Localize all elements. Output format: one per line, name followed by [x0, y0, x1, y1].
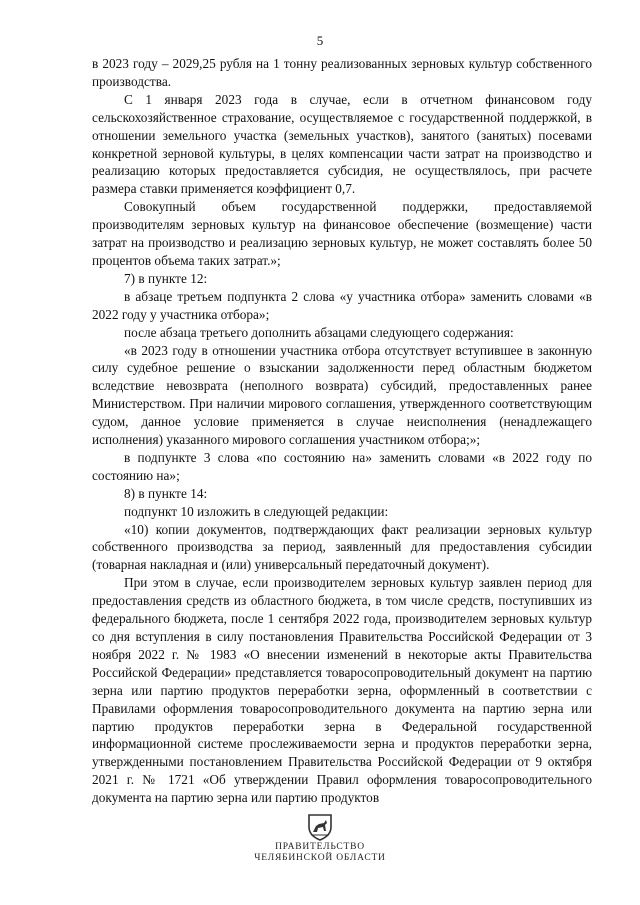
- paragraph: С 1 января 2023 года в случае, если в отчетном финансовом году сельскохозяйственное страхование, осуществляемое с государственной поддержкой, в отношении земельного участка (земельных участков), занятого (занятых) посевами конкретной зерновой культуры, в целях компенсации части затрат на производство и реализацию которых предоставляется субсидия, не осуществлялось, при расчете размера ставки применяется коэффициент 0,7.: [92, 91, 592, 197]
- footer-subtitle: ЧЕЛЯБИНСКОЙ ОБЛАСТИ: [254, 853, 386, 863]
- paragraph: Совокупный объем государственной поддержки, предоставляемой производителям зерновых культур на финансовое обеспечение (возмещение) части затрат на производство и реализацию зерновых культур, не может составлять более 50 процентов объема таких затрат.»;: [92, 199, 592, 268]
- paragraph: 7) в пункте 12:: [124, 270, 208, 286]
- paragraph: При этом в случае, если производителем зерновых культур заявлен период для предоставления средств из областного бюджета, в том числе средств, поступивших из федерального бюджета, после 1 сентября 2022 года, производителем зерновых культур со дня вступления в силу постановления Правительства Российской Федерации от 3 ноября 2022 г. № 1983 «О внесении изменений в некоторые акты Правительства Российской Федерации» представляется товаросопроводительный документ на партию зерна или партию продуктов переработки зерна, оформленный в соответствии с Правилами оформления товаросопроводительного документа на партию зерна или партию продуктов переработки зерна в Федеральной государственной информационной системе прослеживаемости зерна и продуктов переработки зерна, утвержденными постановлением Правительства Российской Федерации от 9 октября 2021 г. № 1721 «Об утверждении Правил оформления товаросопроводительного документа на партию зерна или партию продуктов: [92, 575, 592, 806]
- paragraph: подпункт 10 изложить в следующей редакции:: [124, 503, 389, 519]
- footer-title: ПРАВИТЕЛЬСТВО: [275, 842, 365, 852]
- paragraph: 8) в пункте 14:: [124, 485, 208, 501]
- paragraph: в подпункте 3 слова «по состоянию на» заменить словами «в 2022 году по состоянию на»;: [92, 449, 592, 483]
- page-number: 5: [316, 33, 324, 48]
- paragraph: «10) копии документов, подтверждающих факт реализации зерновых культур собственного производства за период, заявленный для предоставления субсидии (товарная накладная и (или) универсальный передаточный документ).: [92, 521, 592, 573]
- paragraph: после абзаца третьего дополнить абзацами следующего содержания:: [124, 324, 514, 340]
- page-footer: [0, 812, 640, 864]
- paragraph: в абзаце третьем подпункта 2 слова «у участника отбора» заменить словами «в 2022 году у участника отбора»;: [92, 288, 592, 322]
- paragraph: «в 2023 году в отношении участника отбора отсутствует вступившее в законную силу судебное решение о взыскании задолженности перед областным бюджетом вследствие невозврата (неполного возврата) субсидий, предоставленных ранее Министерством. При наличии мирового соглашения, утвержденного соответствующим судом, данное условие применяется в случае неисполнения (ненадлежащего исполнения) указанного мирового соглашения участником отбора;»;: [92, 342, 592, 448]
- document-body: [92, 55, 592, 807]
- chelyabinsk-coat-of-arms-icon: [305, 812, 335, 842]
- paragraph: в 2023 году – 2029,25 рубля на 1 тонну реализованных зерновых культур собственного производства.: [92, 56, 592, 89]
